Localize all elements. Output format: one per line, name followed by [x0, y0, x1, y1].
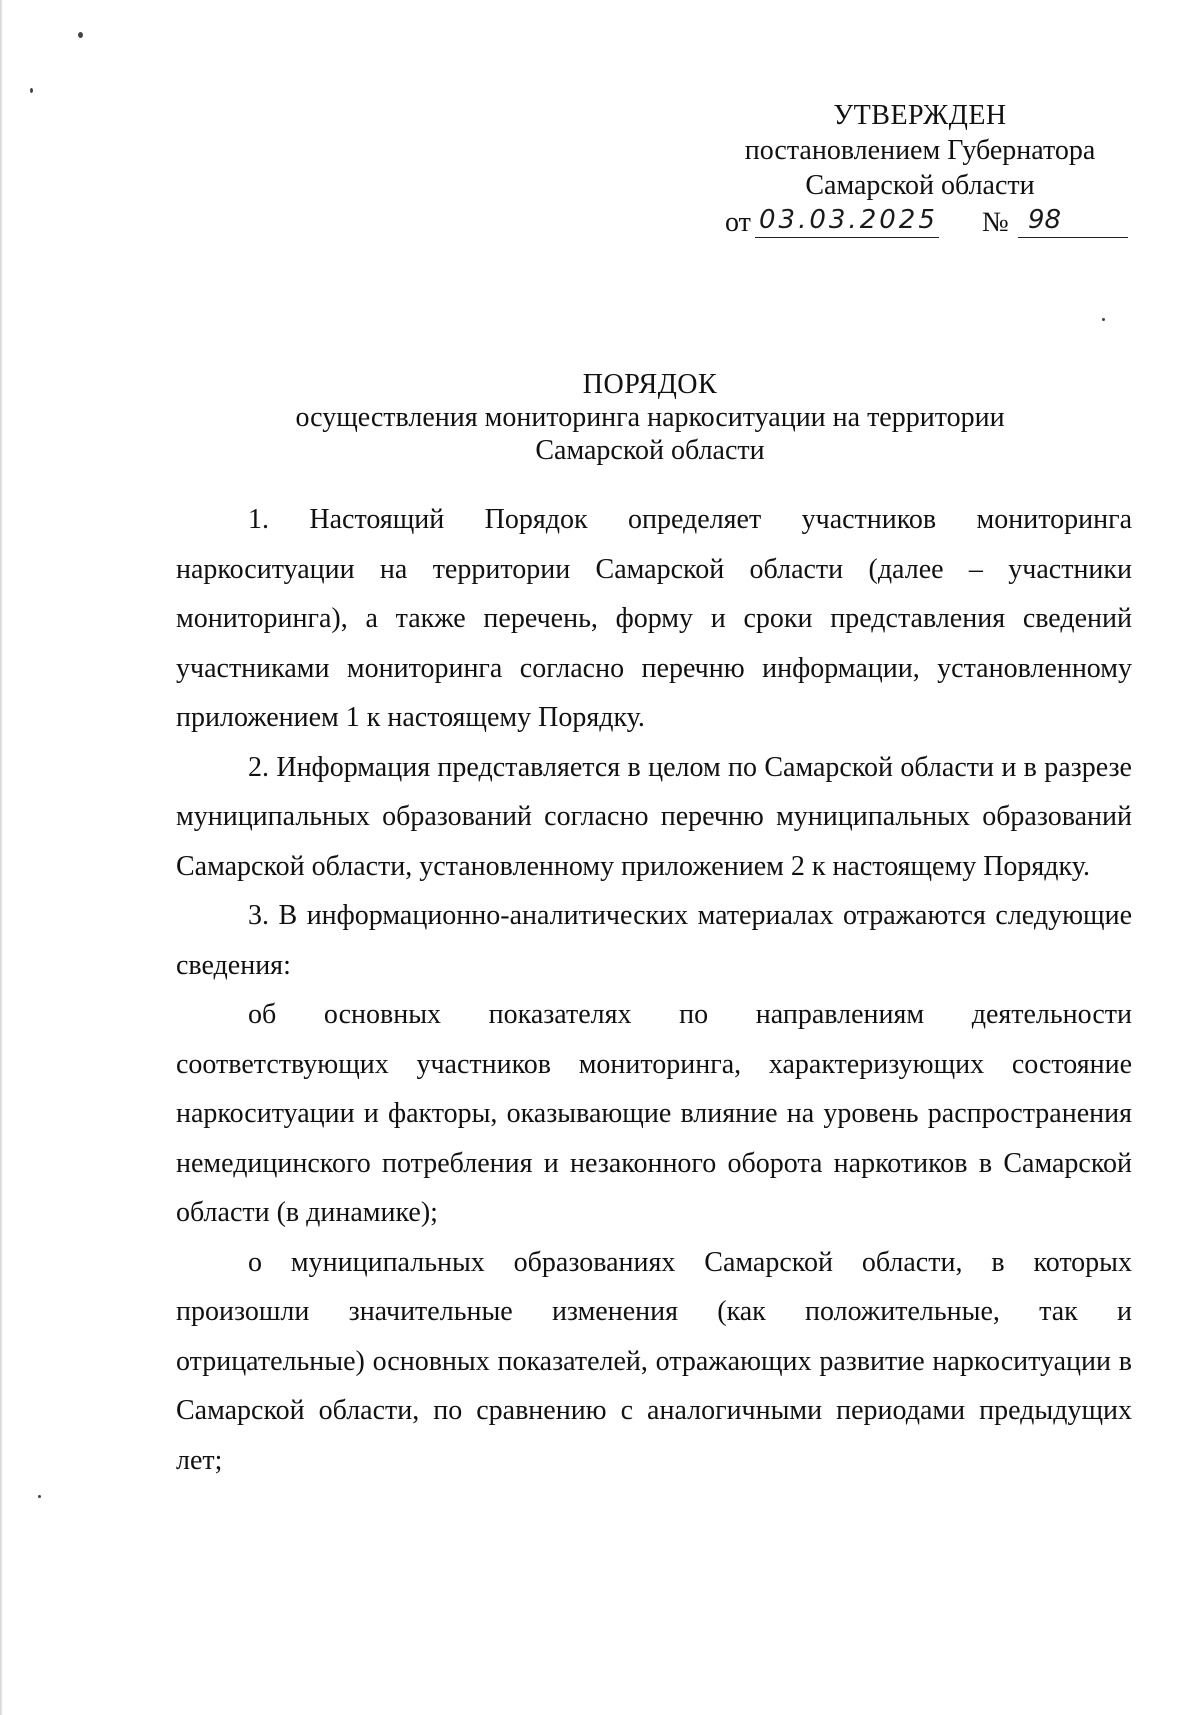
approval-heading: УТВЕРЖДЕН [833, 100, 1007, 131]
document-body [176, 495, 1132, 1485]
document-title-block [200, 368, 1100, 467]
document-title: ПОРЯДОК [582, 369, 718, 400]
paragraph-5: о муниципальных образованиях Самарской области, в которых произошли значительные изменения (как положительные, так и отрицательные) основных показателей, отражающих развитие наркоситуации в Самарской области, по сравнению с аналогичными периодами предыдущих лет; [176, 1246, 1132, 1476]
scan-speck [78, 32, 83, 38]
paragraph-1: 1. Настоящий Порядок определяет участников мониторинга наркоситуации на территории Самарской области (далее – участники мониторинга), а также перечень, форму и сроки представления сведений участниками мониторинга согласно перечню информации, установленному приложением 1 к настоящему Порядку. [176, 504, 1132, 733]
document-subtitle-line-2: Самарской области [535, 435, 765, 466]
approval-date-line [700, 205, 1140, 241]
scan-speck [38, 1495, 41, 1498]
scan-edge [0, 0, 3, 1715]
approval-line-decree: постановлением Губернатора [744, 135, 1096, 166]
number-sign: № [982, 207, 1009, 238]
scan-speck [30, 88, 33, 93]
paragraph-4: об основных показателях по направлениям деятельности соответствующих участников мониторинга, характеризующих состояние наркоситуации и факторы, оказывающие влияние на уровень распространения немедицинского потребления и незаконного оборота наркотиков в Самарской области (в динамике); [176, 999, 1132, 1228]
scan-speck [1102, 318, 1105, 321]
handwritten-number: 98 [1018, 201, 1128, 238]
handwritten-date: 03.03.2025 [755, 201, 939, 238]
approval-block [700, 98, 1140, 241]
document-subtitle-line-1: осуществления мониторинга наркоситуации на территории [295, 402, 1005, 433]
approval-line-region: Самарской области [805, 170, 1035, 201]
paragraph-2: 2. Информация представляется в целом по Самарской области и в разрезе муниципальных образований согласно перечню муниципальных образований Самарской области, установленному приложением 2 к настоящему Порядку. [176, 751, 1132, 882]
paragraph-3: 3. В информационно-аналитических материалах отражаются следующие сведения: [176, 900, 1132, 981]
date-prefix: от [725, 207, 751, 238]
